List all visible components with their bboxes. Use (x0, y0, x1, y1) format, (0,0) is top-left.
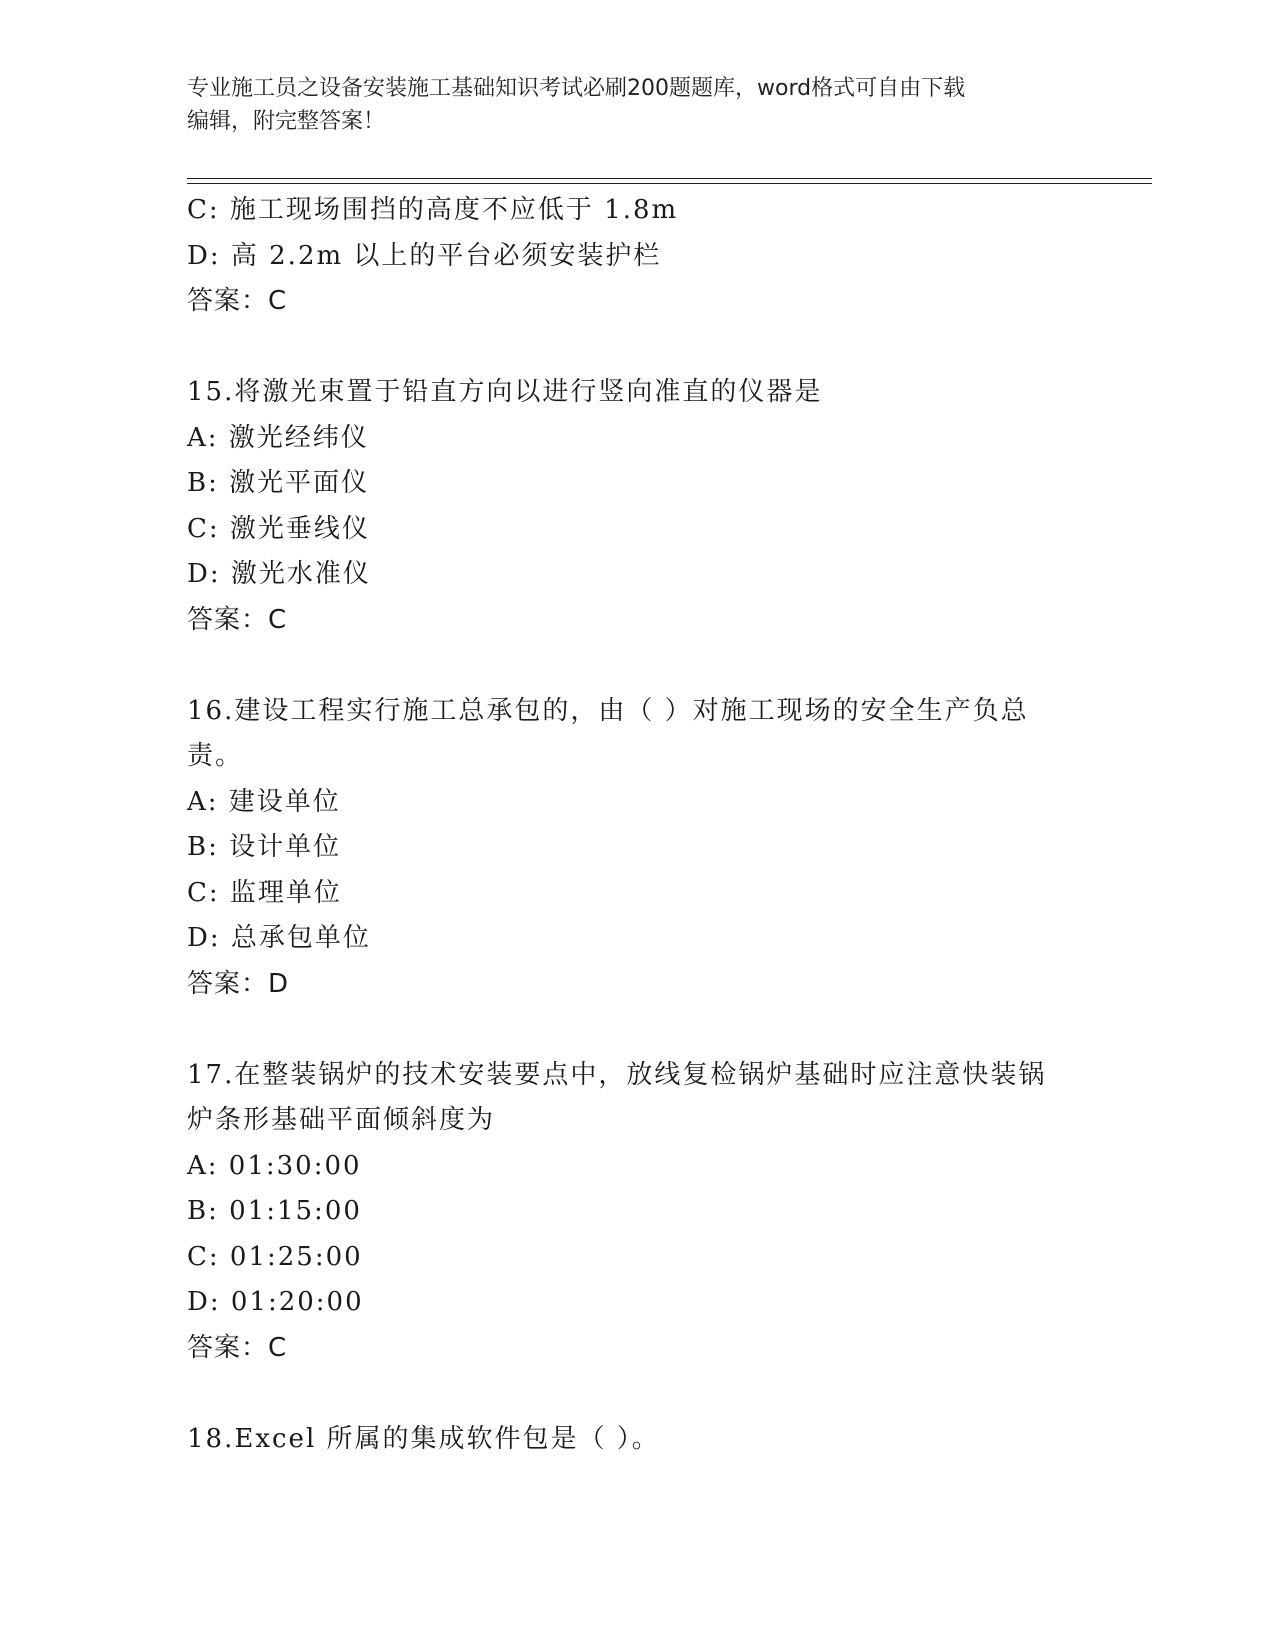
option-c: C: 监理单位 (187, 877, 342, 908)
question-text-line-2: 炉条形基础平面倾斜度为 (187, 1105, 496, 1135)
header-line-2: 编辑，附完整答案！ (187, 109, 386, 134)
option-d: D: 激光水准仪 (187, 559, 371, 589)
question-text: 18.Excel 所属的集成软件包是（ ）。 (187, 1423, 660, 1454)
option-c: C: 施工现场围挡的高度不应低于 1.8m (187, 195, 679, 225)
question-block-16 (187, 689, 1087, 1008)
option-b: B: 01:15:00 (187, 1196, 362, 1226)
answer-line: 答案：D (187, 968, 290, 999)
question-text-line-2: 责。 (187, 741, 244, 771)
question-text-line-1: 16.建设工程实行施工总承包的，由（ ）对施工现场的安全生产负总 (187, 695, 1029, 726)
block-spacer (187, 1371, 1087, 1417)
header-line-1: 专业施工员之设备安装施工基础知识考试必刷200题题库，word格式可自由下载 (187, 76, 966, 101)
question-block-15 (187, 370, 1087, 643)
option-d: D: 高 2.2m 以上的平台必须安装护栏 (187, 240, 662, 271)
option-b: B: 激光平面仪 (187, 468, 370, 498)
option-b: B: 设计单位 (187, 832, 342, 862)
question-block-18 (187, 1417, 1087, 1463)
option-a: A: 建设单位 (187, 786, 341, 817)
block-spacer (187, 1007, 1087, 1053)
question-text-line-1: 17.在整装锅炉的技术安装要点中，放线复检锅炉基础时应注意快装锅 (187, 1059, 1047, 1090)
block-spacer (187, 325, 1087, 371)
option-d: D: 总承包单位 (187, 923, 371, 953)
option-d: D: 01:20:00 (187, 1287, 364, 1317)
question-block-17 (187, 1053, 1087, 1372)
answer-line: 答案：C (187, 1332, 288, 1363)
block-spacer (187, 643, 1087, 689)
question-block-14 (187, 188, 1087, 325)
header-divider-bottom (187, 183, 1152, 184)
document-header (187, 72, 1067, 138)
option-a: A: 激光经纬仪 (187, 422, 369, 453)
answer-line: 答案：C (187, 286, 288, 316)
answer-line: 答案：C (187, 604, 288, 635)
option-c: C: 激光垂线仪 (187, 513, 370, 544)
question-list (187, 188, 1087, 1462)
option-a: A: 01:30:00 (187, 1150, 362, 1181)
question-text: 15.将激光束置于铅直方向以进行竖向准直的仪器是 (187, 377, 823, 407)
header-divider-top (187, 178, 1152, 179)
option-c: C: 01:25:00 (187, 1241, 363, 1272)
